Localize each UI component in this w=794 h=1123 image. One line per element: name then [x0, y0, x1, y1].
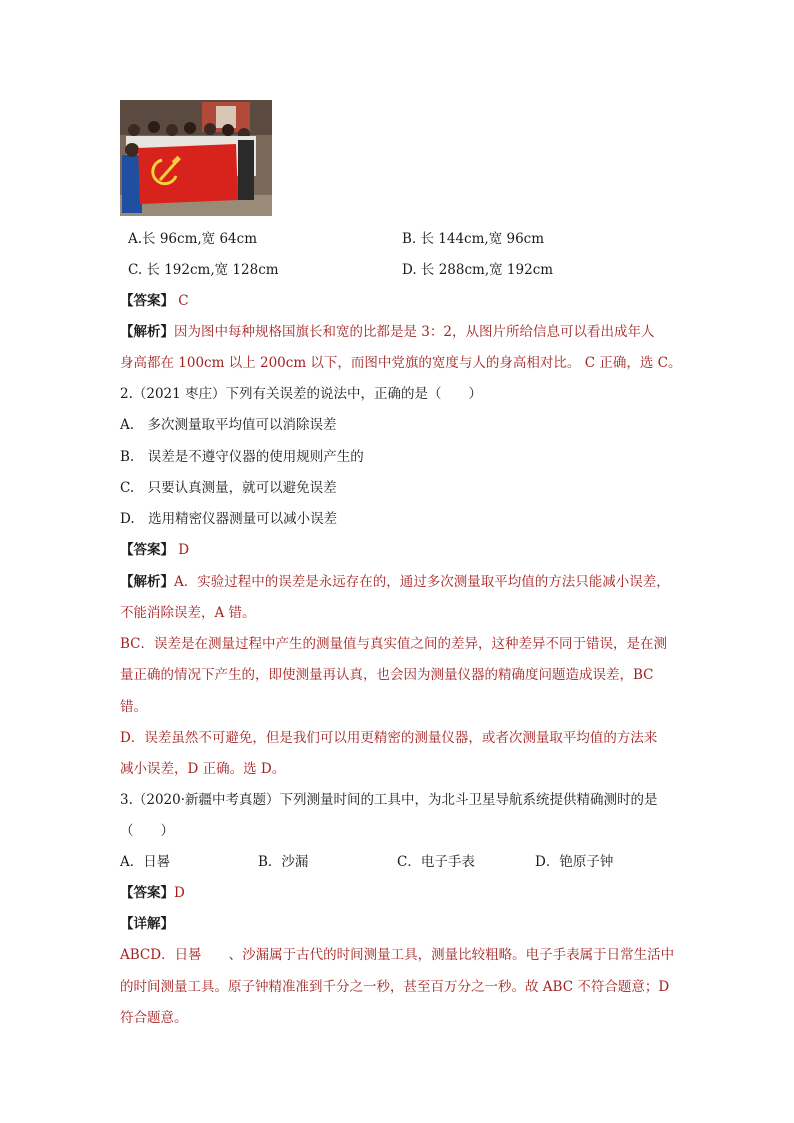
q1-option-a: A.长 96cm,宽 64cm: [128, 231, 257, 247]
q2-analysis-line-1: [120, 572, 670, 592]
answer-value: D: [178, 542, 190, 558]
q3-option-b: B．沙漏: [258, 854, 309, 870]
q2-analysis-line-3: BC．误差是在测量过程中产生的测量值与真实值之间的差异，这种差异不同于错误，是在测: [120, 636, 667, 652]
answer-tag: 【答案】: [120, 293, 174, 309]
q3-option-c: C．电子手表: [397, 854, 475, 870]
answer-tag: 【答案】: [120, 885, 174, 901]
q1-option-c: C. 长 192cm,宽 128cm: [128, 262, 279, 278]
analysis-tag: 【解析】: [120, 574, 174, 590]
q2-option-b: B. 误差是不遵守仪器的使用规则产生的: [120, 449, 364, 465]
answer-value: D: [174, 885, 185, 901]
q3-detail-line-2: 的时间测量工具。原子钟精准准到千分之一秒，甚至百万分之一秒。故 ABC 不符合题意；D: [120, 979, 670, 995]
q3-option-d: D．铯原子钟: [535, 854, 614, 870]
analysis-text: A．实验过程中的误差是永远存在的，通过多次测量取平均值的方法只能减小误差，: [174, 574, 670, 590]
q2-analysis-line-4: 量正确的情况下产生的，即使测量再认真，也会因为测量仪器的精确度问题造成误差，BC: [120, 667, 654, 683]
analysis-tag: 【解析】: [120, 324, 174, 340]
q2-analysis-line-5: 错。: [120, 699, 147, 715]
q1-analysis-line-2: 身高都在 100cm 以上 200cm 以下，而图中党旗的宽度与人的身高相对比。 C 正确，选 C。: [120, 355, 682, 371]
q3-detail-tag: [120, 914, 174, 934]
q2-option-c: C. 只要认真测量，就可以避免误差: [120, 480, 337, 496]
party-flag-photo: [120, 100, 272, 216]
q2-analysis-line-7: 减小误差，D 正确。选 D。: [120, 761, 286, 777]
q2-option-d: D. 选用精密仪器测量可以减小误差: [120, 511, 338, 527]
q2-analysis-line-6: D．误差虽然不可避免，但是我们可以用更精密的测量仪器，或者次测量取平均值的方法来: [120, 730, 658, 746]
q2-analysis-line-2: 不能消除误差，A 错。: [120, 605, 256, 621]
party-flag-photo-illustration: [120, 100, 272, 216]
q1-option-d: D. 长 288cm,宽 192cm: [402, 262, 554, 278]
analysis-text: 因为图中每种规格国旗长和宽的比都是是 3：2，从图片所给信息可以看出成年人: [174, 324, 655, 340]
q3-answer: [120, 883, 185, 903]
answer-value: C: [178, 293, 189, 309]
q3-stem-line-1: 3.（2020·新疆中考真题）下列测量时间的工具中，为北斗卫星导航系统提供精确测时的是: [120, 792, 658, 808]
q3-option-a: A．日晷: [120, 854, 171, 870]
q2-option-a: A. 多次测量取平均值可以消除误差: [120, 417, 337, 433]
detail-tag: 【详解】: [120, 916, 174, 932]
q3-detail-line-1: ABCD．日晷 、沙漏属于古代的时间测量工具，测量比较粗略。电子手表属于日常生活中: [120, 947, 675, 963]
q3-detail-line-3: 符合题意。: [120, 1010, 188, 1026]
q2-stem: 2.（2021 枣庄）下列有关误差的说法中，正确的是（ ）: [120, 386, 483, 402]
q3-stem-line-2: （ ）: [120, 823, 174, 839]
q2-answer: [120, 540, 189, 560]
q1-answer: [120, 291, 189, 311]
answer-tag: 【答案】: [120, 542, 174, 558]
q1-option-b: B. 长 144cm,宽 96cm: [402, 231, 545, 247]
q1-analysis-line-1: [120, 322, 654, 342]
